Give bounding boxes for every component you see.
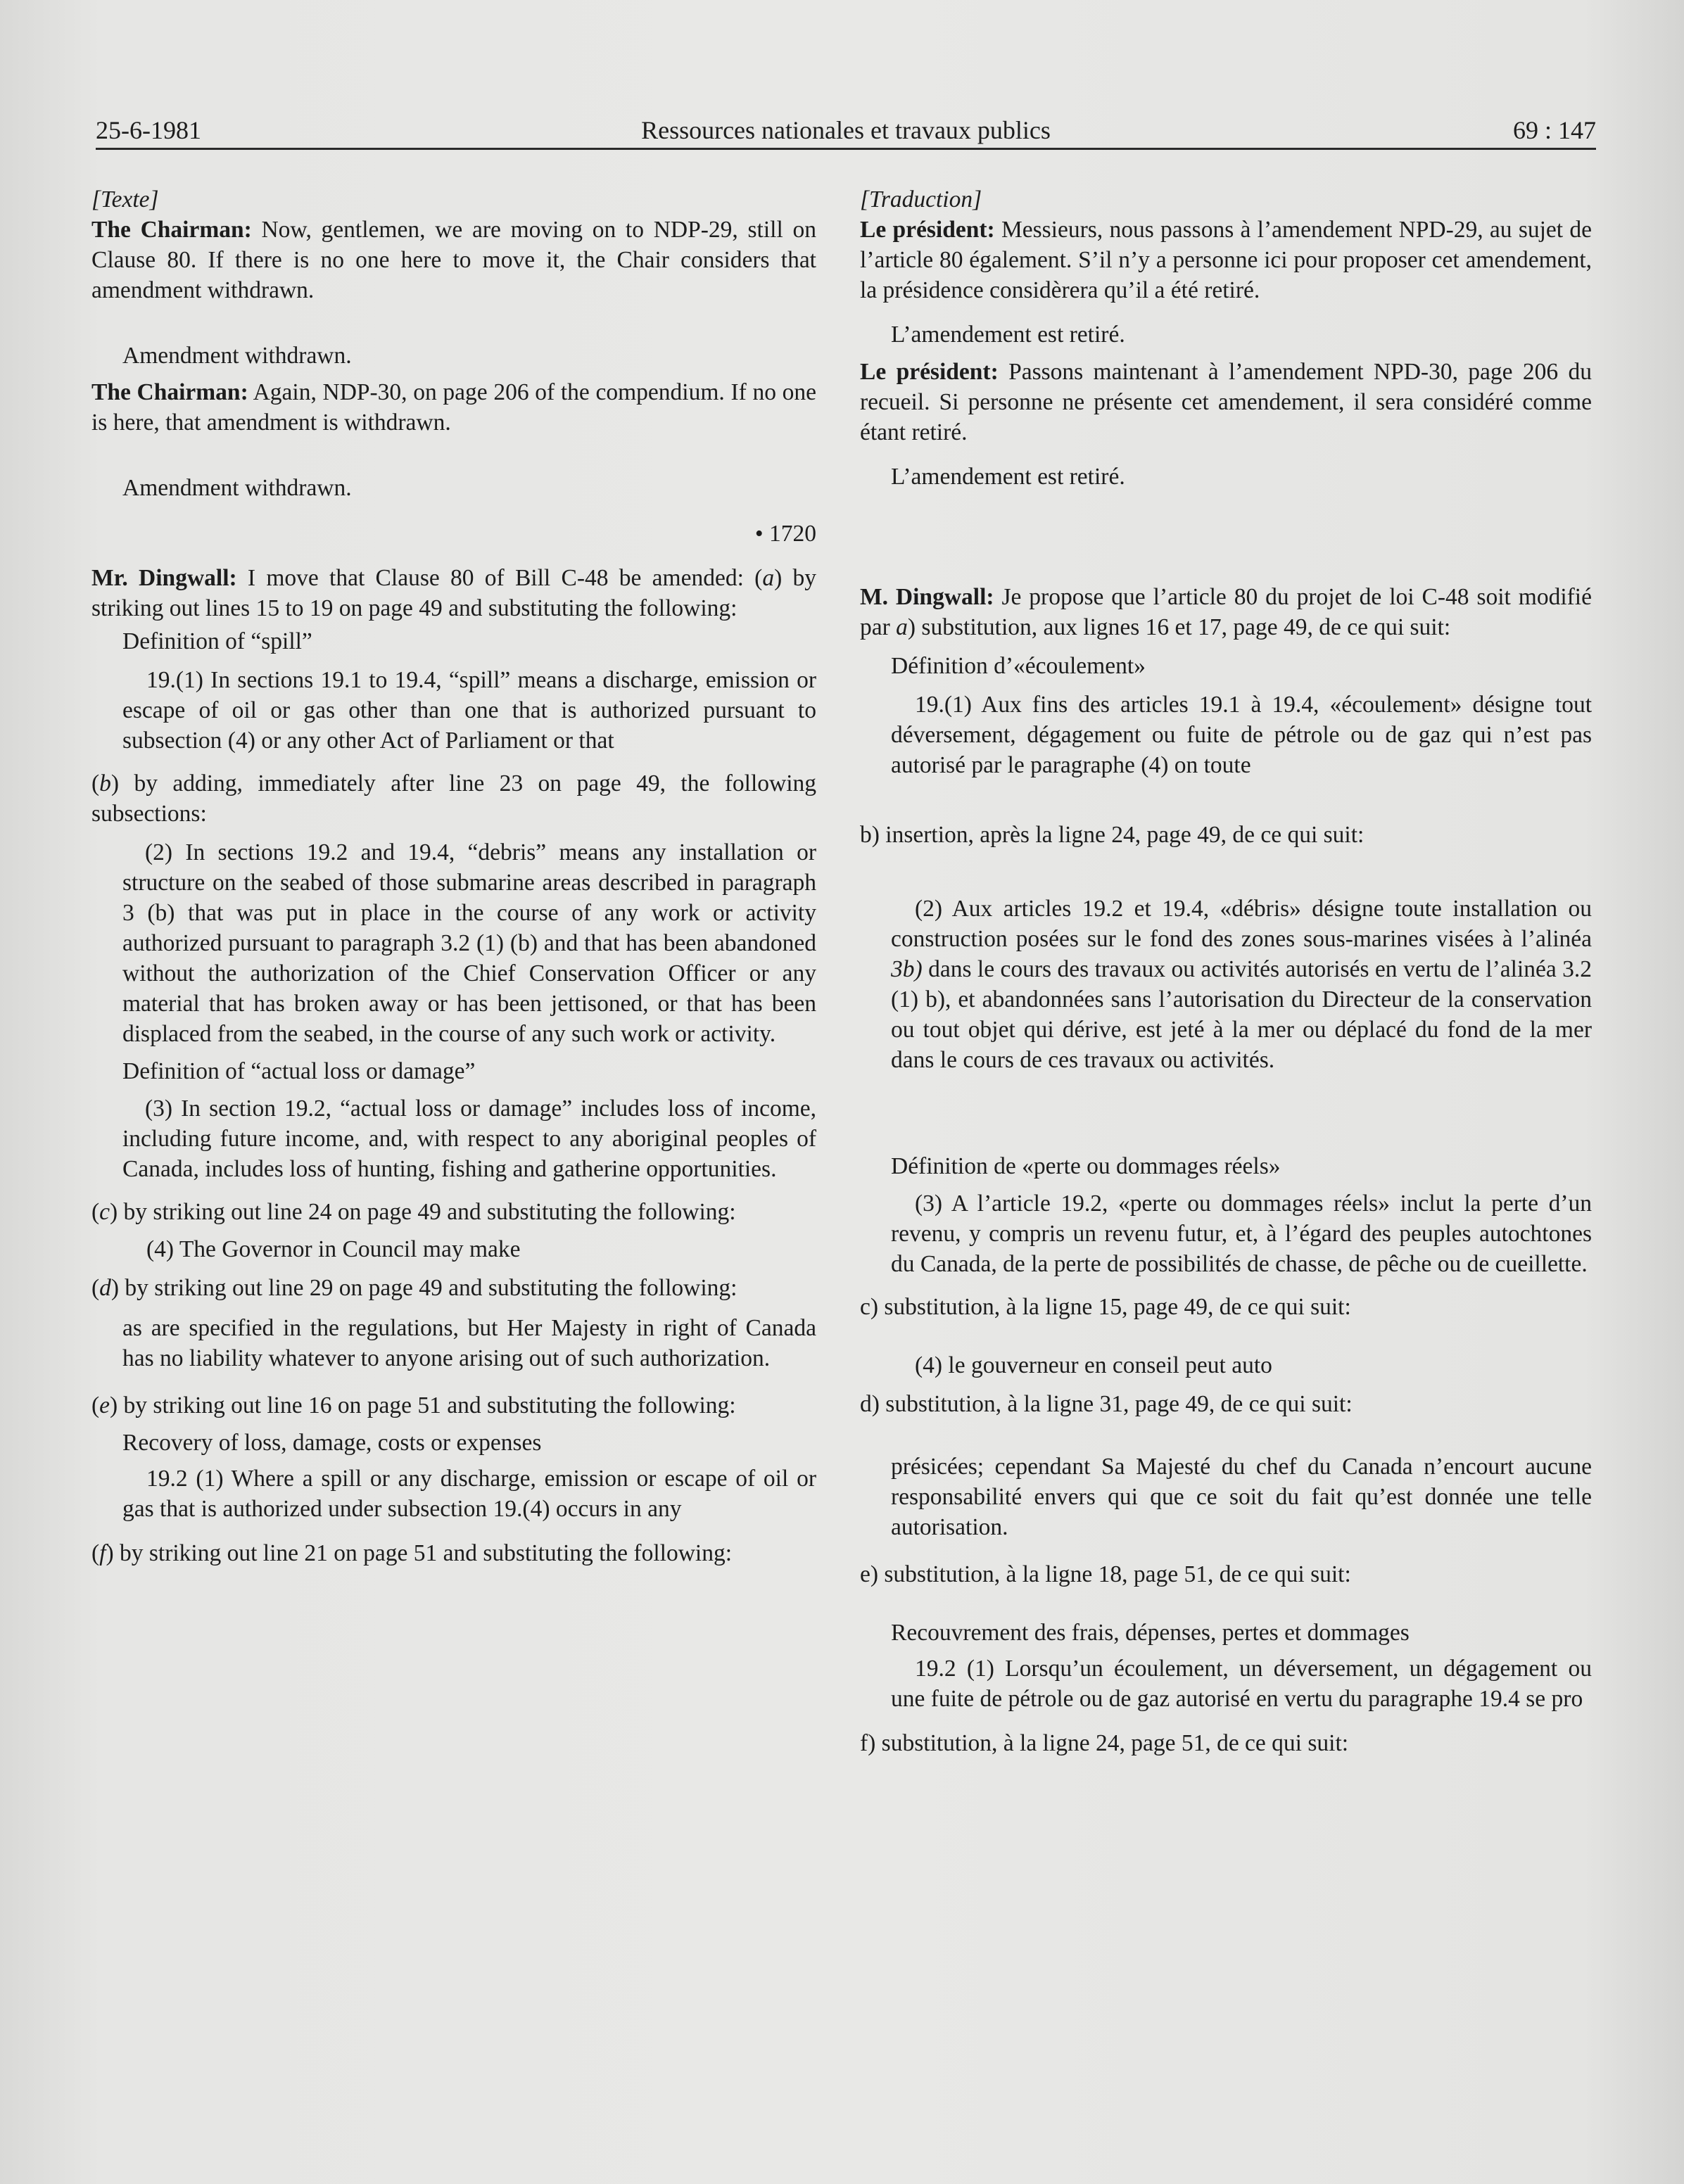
statute-text: (2) In sections 19.2 and 19.4, “debris” means any installation or structure on the seabed of those submarine areas described in paragraph 3 (b) that was put in place in the course of any work or activity authorized pursuant to paragraph 3.2 (1) (b) and that has been abandoned without the authorization of the Chief Conservation Officer or any material that has broken away or has been jettisoned, or that has been displaced from the seabed, in the course of any such work or activity. [122, 839, 816, 1047]
paragraph [860, 357, 1592, 447]
speaker: M. Dingwall: [860, 584, 994, 610]
item-letter: d [99, 1275, 111, 1301]
paragraph: d) substitution, à la ligne 31, page 49, de ce qui suit: [860, 1391, 1353, 1417]
paragraph: L’amendement est retiré. [891, 464, 1125, 490]
paragraph: c) substitution, à la ligne 15, page 49, de ce qui suit: [860, 1294, 1351, 1320]
paragraph [91, 215, 816, 305]
speech-text: Now, gentlemen, we are moving on to NDP-29, still on Clause 80. If there is no one here to move it, the Chair considers that amendment withdrawn. [91, 217, 816, 303]
statute-text: présicées; cependant Sa Majesté du chef du Canada n’encourt aucune responsabilité envers qui que ce soit du fait qu’est donnée une telle autorisation. [891, 1454, 1592, 1540]
definition-heading: Définition de «perte ou dommages réels» [891, 1153, 1281, 1179]
speech-text: ) by striking out line 24 on page 49 and substituting the following: [110, 1199, 736, 1225]
speech-text: Je propose que l’article 80 du projet de loi C-48 soit modifié par [860, 584, 1592, 640]
item-letter: b [99, 770, 111, 796]
item-letter: f [99, 1540, 106, 1566]
statute-text: (4) le gouverneur en conseil peut auto [915, 1352, 1272, 1378]
statute-reference: 3b) [891, 956, 923, 982]
paragraph [91, 377, 816, 438]
speaker: The Chairman: [91, 379, 248, 405]
statute-text: 19.2 (1) Lorsqu’un écoulement, un déversement, un dégagement ou une fuite de pétrole ou de gaz autorisé en vertu du paragraphe 19.4 se pro [891, 1656, 1592, 1712]
paragraph: (e) by striking out line 16 on page 51 and substituting the following: [91, 1392, 736, 1418]
header-date: 25-6-1981 [96, 116, 201, 144]
paragraph: Amendment withdrawn. [122, 343, 352, 369]
speaker: Mr. Dingwall: [91, 565, 237, 591]
speech-text: I move that Clause 80 of Bill C-48 be amended: ( [236, 565, 763, 591]
french-column [860, 184, 1592, 1758]
definition-heading: Définition d’«écoulement» [891, 653, 1146, 679]
paragraph: b) insertion, après la ligne 24, page 49, de ce qui suit: [860, 822, 1365, 848]
statute-text: 19.2 (1) Where a spill or any discharge, emission or escape of oil or gas that is authorized under subsection 19.(4) occurs in any [122, 1466, 816, 1522]
speaker: Le président: [860, 359, 999, 385]
definition-heading: Recovery of loss, damage, costs or expenses [122, 1430, 542, 1456]
statute-text: as are specified in the regulations, but Her Majesty in right of Canada has no liability whatever to anyone arising out of such authorization. [122, 1315, 816, 1371]
paragraph: (f) by striking out line 21 on page 51 and substituting the following: [91, 1540, 733, 1566]
text-tag: [Texte] [91, 186, 159, 212]
paragraph: L’amendement est retiré. [891, 322, 1125, 348]
translation-tag: [Traduction] [860, 186, 982, 212]
speaker: Le président: [860, 217, 995, 243]
speech-text: Messieurs, nous passons à l’amendement NPD-29, au sujet de l’article 80 également. S’il n’y a personne ici pour proposer cet amendement, la présidence considèrera qu’il a été retiré. [860, 217, 1592, 303]
statute-text-part: dans le cours des travaux ou activités autorisés en vertu de l’alinéa 3.2 (1) b), et abandonnées sans l’autorisation du Directeur de la conservation ou tout objet qui dérive, est jeté à la mer ou déplacé du fond de la mer dans le cours de ces travaux ou activités. [891, 956, 1592, 1073]
speech-text: Passons maintenant à l’amendement NPD-30, page 206 du recueil. Si personne ne présente cet amendement, il sera considéré comme étant retiré. [860, 359, 1593, 445]
paragraph [860, 582, 1592, 642]
paragraph: (c) by striking out line 24 on page 49 and substituting the following: [91, 1199, 736, 1225]
item-letter: a [896, 614, 908, 640]
paragraph [860, 215, 1592, 305]
definition-heading: Definition of “actual loss or damage” [122, 1058, 476, 1084]
paragraph: (b) by adding, immediately after line 23 on page 49, the following subsections: [91, 770, 816, 827]
speech-text: ) by striking out line 29 on page 49 and substituting the following: [110, 1275, 737, 1301]
paragraph: (d) by striking out line 29 on page 49 and substituting the following: [91, 1275, 737, 1301]
speech-text: ) by striking out lines 15 to 19 on page 49 and substituting the following: [91, 565, 816, 621]
paragraph [91, 563, 816, 623]
statute-text: (3) In section 19.2, “actual loss or damage” includes loss of income, including future income, and, with respect to any aboriginal peoples of Canada, includes loss of hunting, fishing and gatherine opportunities. [122, 1096, 816, 1182]
statute-text: 19.(1) Aux fins des articles 19.1 à 19.4, «écoulement» désigne tout déversement, dégagement ou fuite de pétrole ou de gaz qui n’est pas autorisé par le paragraphe (4) on toute [891, 692, 1592, 778]
paragraph: e) substitution, à la ligne 18, page 51, de ce qui suit: [860, 1561, 1351, 1587]
speaker: The Chairman: [91, 217, 252, 243]
paragraph: f) substitution, à la ligne 24, page 51, de ce qui suit: [860, 1730, 1349, 1756]
speech-text: ) substitution, aux lignes 16 et 17, page 49, de ce qui suit: [907, 614, 1451, 640]
definition-heading: Definition of “spill” [122, 628, 312, 654]
time-marker: • 1720 [754, 521, 816, 547]
statute-text-part: (2) Aux articles 19.2 et 19.4, «débris» désigne toute installation ou construction posées sur le fond des zones sous-marines visées à l’alinéa [891, 896, 1592, 952]
english-column [91, 184, 816, 1568]
header-title: Ressources nationales et travaux publics [641, 116, 1051, 144]
running-header [96, 113, 1596, 150]
statute-text: 19.(1) In sections 19.1 to 19.4, “spill” means a discharge, emission or escape of oil or gas other than one that is authorized pursuant to subsection (4) or any other Act of Parliament or that [122, 667, 816, 754]
statute-text: (3) A l’article 19.2, «perte ou dommages réels» inclut la perte d’un revenu, y compris un revenu futur, et, à l’égard des peuples autochtones du Canada, de la perte de possibilités de chasse, de pêche ou de cueillette. [891, 1191, 1592, 1277]
speech-text: ) by striking out line 21 on page 51 and substituting the following: [106, 1540, 733, 1566]
speech-text: ) by adding, immediately after line 23 on page 49, the following subsections: [91, 770, 816, 827]
paragraph: Amendment withdrawn. [122, 475, 352, 501]
item-letter: e [99, 1392, 110, 1418]
speech-text: Again, NDP-30, on page 206 of the compendium. If no one is here, that amendment is withdrawn. [91, 379, 816, 436]
item-letter: a [762, 565, 775, 591]
definition-heading: Recouvrement des frais, dépenses, pertes et dommages [891, 1620, 1410, 1646]
header-page-number: 69 : 147 [1512, 116, 1596, 144]
statute-text: (4) The Governor in Council may make [146, 1236, 521, 1262]
speech-text: ) by striking out line 16 on page 51 and substituting the following: [110, 1392, 736, 1418]
item-letter: c [99, 1199, 110, 1225]
statute-text [860, 894, 1592, 1075]
